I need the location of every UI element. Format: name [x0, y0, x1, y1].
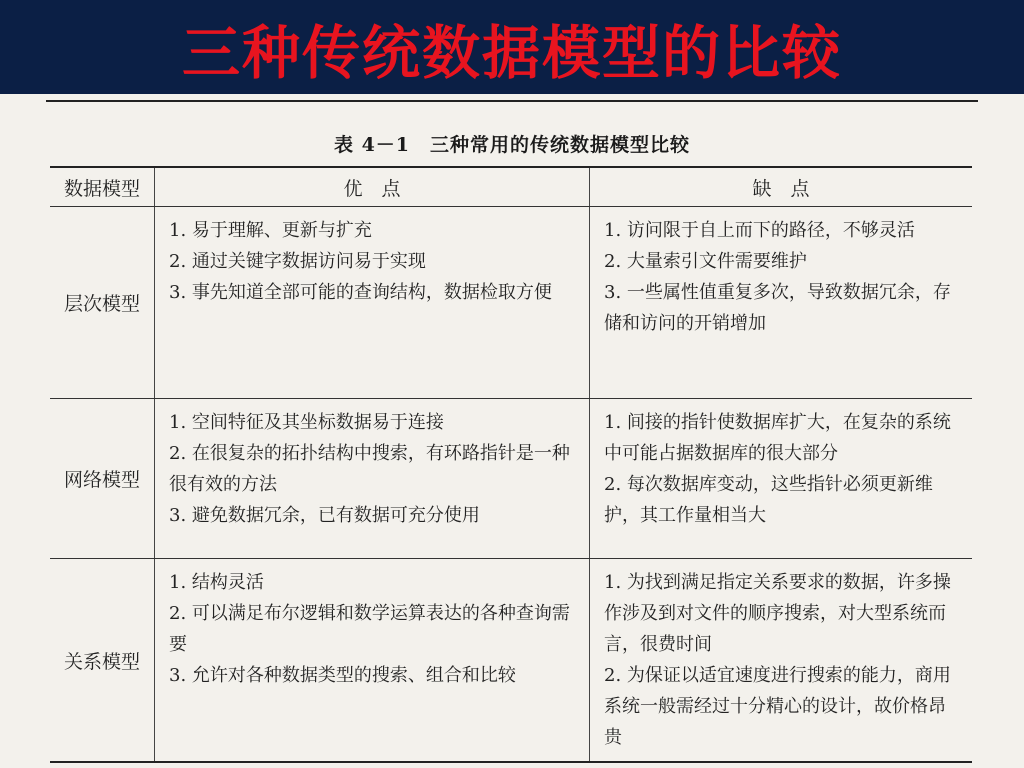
- header-cons: 缺 点: [590, 167, 973, 207]
- list-item: 2. 为保证以适宜速度进行搜索的能力，商用系统一般需经过十分精心的设计，故价格昂贵: [604, 665, 951, 748]
- pros-cell: [155, 399, 590, 559]
- table-row: [50, 399, 972, 559]
- list-item: 1. 空间特征及其坐标数据易于连接: [169, 412, 444, 433]
- table-caption: 表 4－1 三种常用的传统数据模型比较: [333, 134, 691, 156]
- comparison-table: [50, 166, 972, 763]
- pros-cell: [155, 207, 590, 399]
- list-item: 1. 访问限于自上而下的路径，不够灵活: [604, 220, 915, 241]
- cons-cell: [590, 399, 973, 559]
- list-item: 2. 在很复杂的拓扑结构中搜索，有环路指针是一种很有效的方法: [169, 443, 570, 495]
- cons-cell: [590, 207, 973, 399]
- list-item: 2. 每次数据库变动，这些指针必须更新维护，其工作量相当大: [604, 474, 933, 526]
- top-rule: [46, 100, 978, 102]
- list-item: 1. 结构灵活: [169, 572, 264, 593]
- list-item: 1. 易于理解、更新与扩充: [169, 220, 372, 241]
- table-header-row: [50, 167, 972, 207]
- model-name: 关系模型: [50, 559, 155, 763]
- cons-cell: [590, 559, 973, 763]
- table-row: [50, 559, 972, 763]
- header-model: 数据模型: [50, 167, 155, 207]
- list-item: 1. 为找到满足指定关系要求的数据，许多操作涉及到对文件的顺序搜索，对大型系统而言，很费时间: [604, 572, 951, 655]
- list-item: 3. 允许对各种数据类型的搜索、组合和比较: [169, 665, 516, 686]
- list-item: 2. 大量索引文件需要维护: [604, 251, 807, 272]
- model-name: 层次模型: [50, 207, 155, 399]
- model-name: 网络模型: [50, 399, 155, 559]
- list-item: 3. 事先知道全部可能的查询结构，数据检取方便: [169, 282, 552, 303]
- header-pros: 优 点: [155, 167, 590, 207]
- list-item: 2. 通过关键字数据访问易于实现: [169, 251, 426, 272]
- list-item: 3. 一些属性值重复多次，导致数据冗余，存储和访问的开销增加: [604, 282, 951, 334]
- pros-cell: [155, 559, 590, 763]
- list-item: 2. 可以满足布尔逻辑和数学运算表达的各种查询需要: [169, 603, 570, 655]
- table-row: [50, 207, 972, 399]
- list-item: 3. 避免数据冗余，已有数据可充分使用: [169, 505, 480, 526]
- list-item: 1. 间接的指针使数据库扩大，在复杂的系统中可能占据数据库的很大部分: [604, 412, 951, 464]
- slide-title: 三种传统数据模型的比较: [181, 19, 842, 87]
